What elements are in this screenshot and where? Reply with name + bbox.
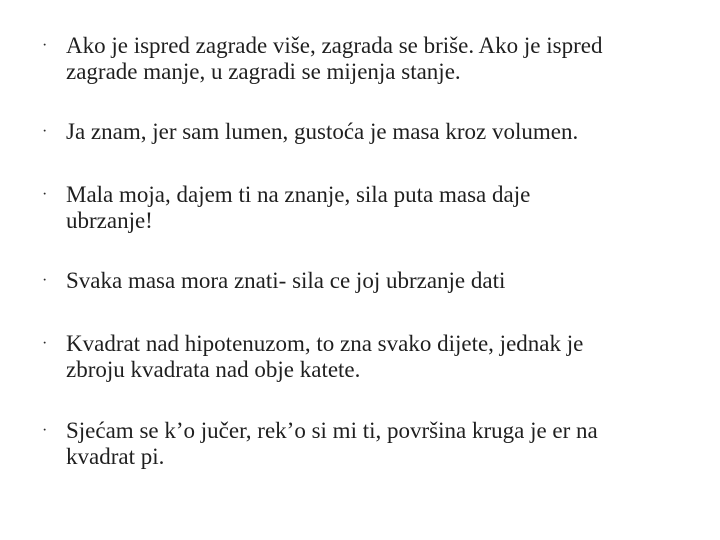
bullet-dot-icon: ·: [42, 123, 48, 140]
bullet-text: Ako je ispred zagrade više, zagrada se briše. Ako je ispred zagrade manje, u zagradi se mijenja stanje.: [66, 33, 603, 84]
bullet-dot-icon: ·: [42, 37, 48, 54]
bullet-text: Ja znam, jer sam lumen, gustoća je masa kroz volumen.: [66, 119, 579, 144]
bullet-text: Svaka masa mora znati- sila ce joj ubrzanje dati: [66, 268, 506, 293]
bullet-text: Sjećam se k’o jučer, rek’o si mi ti, površina kruga je er na kvadrat pi.: [66, 418, 598, 469]
bullet-dot-icon: ·: [42, 272, 48, 289]
bullet-dot-icon: ·: [42, 335, 48, 352]
bullet-dot-icon: ·: [42, 186, 48, 203]
bullet-text: Kvadrat nad hipotenuzom, to zna svako dijete, jednak je zbroju kvadrata nad obje katete.: [66, 331, 584, 382]
bullet-text: Mala moja, dajem ti na znanje, sila puta masa daje ubrzanje!: [66, 182, 531, 233]
bullet-dot-icon: ·: [42, 422, 48, 439]
